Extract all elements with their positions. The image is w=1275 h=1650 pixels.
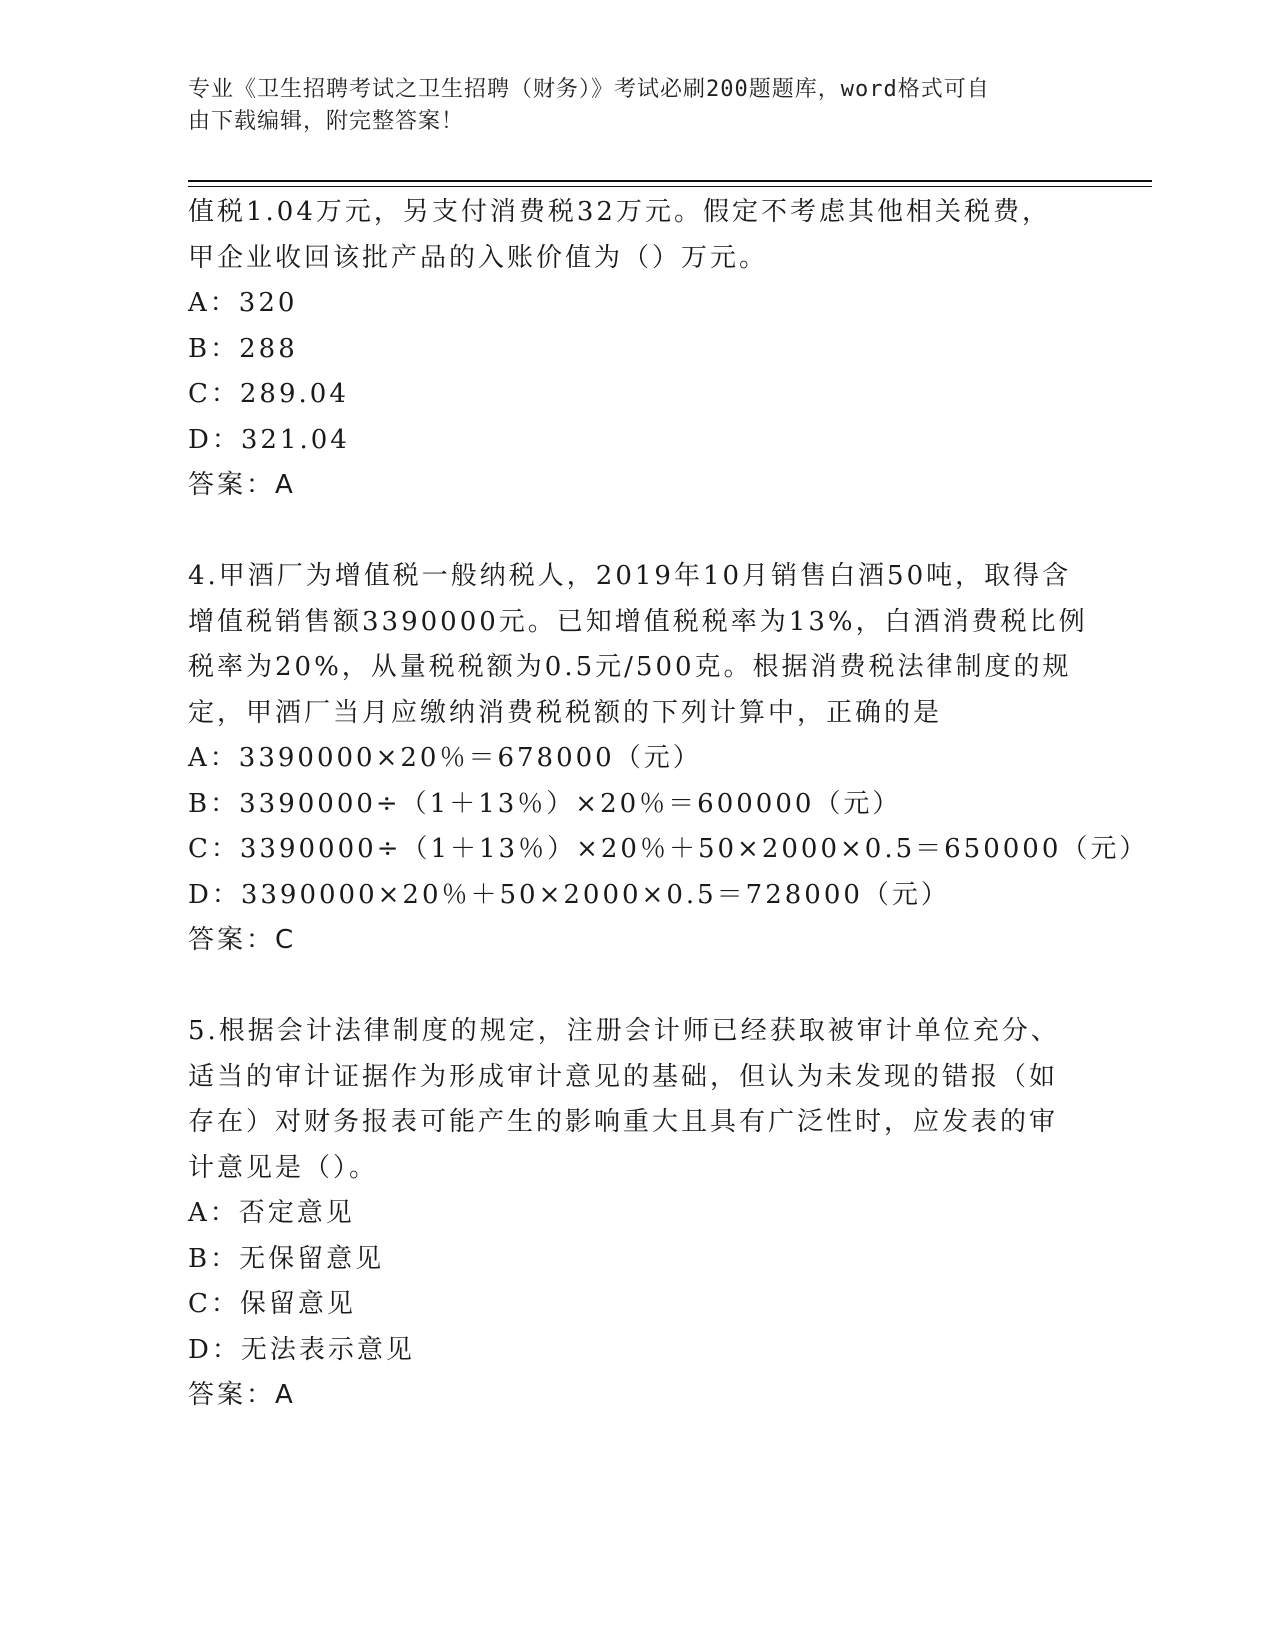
question-stem-line: 存在）对财务报表可能产生的影响重大且具有广泛性时，应发表的审 [188,1107,1059,1137]
option-d: D：3390000×20％＋50×2000×0.5＝728000（元） [188,879,950,910]
document-header [188,74,1088,138]
question-stem-line: 5.根据会计法律制度的规定，注册会计师已经获取被审计单位充分、 [188,1016,1060,1046]
question-5 [188,1009,1088,1419]
header-divider [188,180,1152,182]
header-divider-thin [188,186,1152,187]
answer-label: 答案：A [188,470,296,500]
option-c: C：保留意见 [188,1289,356,1319]
option-c: C：289.04 [188,379,349,409]
option-b: B：3390000÷（1＋13％）×20％＝600000（元） [188,788,902,819]
option-c: C：3390000÷（1＋13％）×20％＋50×2000×0.5＝650000（元） [188,834,1149,864]
question-3 [188,190,1088,509]
question-stem-line: 定，甲酒厂当月应缴纳消费税税额的下列计算中，正确的是 [188,697,943,728]
option-d: D：321.04 [188,424,350,455]
question-stem-line: 计意见是（）。 [188,1152,379,1183]
question-stem-line: 甲企业收回该批产品的入账价值为（）万元。 [188,242,769,273]
answer-label: 答案：A [188,1380,296,1410]
option-d: D：无法表示意见 [188,1334,415,1365]
spacer [188,964,1088,1010]
answer-label: 答案：C [188,925,297,955]
option-b: B：无保留意见 [188,1243,385,1274]
header-line: 专业《卫生招聘考试之卫生招聘（财务）》考试必刷200题题库，word格式可自 [188,77,990,102]
header-line: 由下载编辑，附完整答案！ [188,109,465,134]
option-a: A：3390000×20％＝678000（元） [188,743,702,773]
spacer [188,509,1088,555]
question-4 [188,554,1149,964]
question-stem-line: 适当的审计证据作为形成审计意见的基础，但认为未发现的错报（如 [188,1061,1059,1092]
question-stem-line: 增值税销售额3390000元。已知增值税税率为13%，白酒消费税比例 [188,606,1088,637]
question-stem-line: 税率为20%，从量税税额为0.5元/500克。根据消费税法律制度的规 [188,652,1072,682]
question-stem-line: 4.甲酒厂为增值税一般纳税人，2019年10月销售白酒50吨，取得含 [188,561,1072,591]
question-stem-line: 值税1.04万元，另支付消费税32万元。假定不考虑其他相关税费， [188,197,1051,227]
question-list [188,190,1149,1419]
option-b: B：288 [188,333,298,364]
option-a: A：否定意见 [188,1198,355,1228]
option-a: A：320 [188,288,298,318]
